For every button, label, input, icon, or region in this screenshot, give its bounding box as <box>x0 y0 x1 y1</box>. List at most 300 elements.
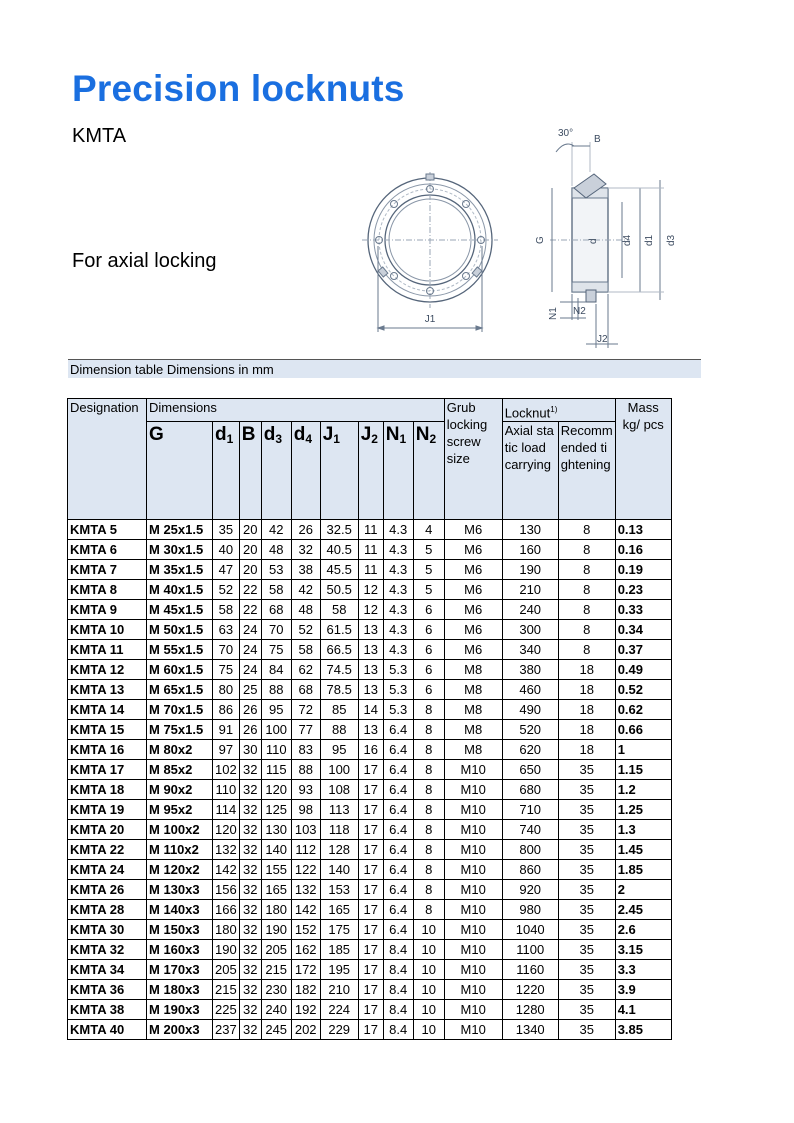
table-cell: 2 <box>615 880 671 900</box>
table-cell: 32 <box>239 760 261 780</box>
table-row <box>68 620 672 640</box>
table-cell: 650 <box>502 760 558 780</box>
table-cell: 85 <box>320 700 358 720</box>
table-cell: 113 <box>320 800 358 820</box>
table-cell: M 100x2 <box>147 820 213 840</box>
table-cell: 8 <box>413 880 444 900</box>
designation-cell: KMTA 14 <box>68 700 147 720</box>
table-cell: 8 <box>413 860 444 880</box>
table-row <box>68 820 672 840</box>
table-cell: 48 <box>291 600 320 620</box>
table-cell: 6.4 <box>383 900 413 920</box>
table-cell: 32 <box>239 960 261 980</box>
table-cell: 74.5 <box>320 660 358 680</box>
table-cell: 8 <box>558 640 615 660</box>
table-cell: 128 <box>320 840 358 860</box>
table-cell: 35 <box>558 800 615 820</box>
table-cell: M 25x1.5 <box>147 520 213 540</box>
table-cell: 1.15 <box>615 760 671 780</box>
table-cell: 47 <box>213 560 240 580</box>
table-cell: 24 <box>239 640 261 660</box>
table-cell: 62 <box>291 660 320 680</box>
table-cell: 11 <box>358 520 383 540</box>
table-cell: 6.4 <box>383 720 413 740</box>
label-d: d <box>588 238 599 244</box>
table-cell: 8 <box>413 740 444 760</box>
label-J1: J1 <box>424 314 436 325</box>
table-cell: 6.4 <box>383 800 413 820</box>
table-cell: 17 <box>358 880 383 900</box>
table-cell: 1.45 <box>615 840 671 860</box>
table-cell: M8 <box>444 700 502 720</box>
locknut-footnote: 1) <box>550 405 558 414</box>
table-cell: 52 <box>291 620 320 640</box>
designation-cell: KMTA 22 <box>68 840 147 860</box>
table-row <box>68 740 672 760</box>
table-cell: 4.3 <box>383 620 413 640</box>
table-cell: 210 <box>502 580 558 600</box>
table-cell: 32 <box>239 780 261 800</box>
designation-cell: KMTA 7 <box>68 560 147 580</box>
table-cell: 0.66 <box>615 720 671 740</box>
table-cell: 118 <box>320 820 358 840</box>
header-dimensions: Dimensions <box>147 399 445 422</box>
table-cell: 32 <box>291 540 320 560</box>
table-cell: 98 <box>291 800 320 820</box>
table-cell: 32 <box>239 1020 261 1040</box>
table-cell: 1100 <box>502 940 558 960</box>
table-cell: 6 <box>413 660 444 680</box>
table-cell: 8.4 <box>383 980 413 1000</box>
table-cell: 6 <box>413 600 444 620</box>
table-cell: M10 <box>444 940 502 960</box>
table-cell: 95 <box>320 740 358 760</box>
table-cell: 190 <box>261 920 291 940</box>
table-cell: M 120x2 <box>147 860 213 880</box>
table-cell: 8 <box>413 780 444 800</box>
table-cell: 490 <box>502 700 558 720</box>
table-cell: M10 <box>444 800 502 820</box>
table-cell: 215 <box>213 980 240 1000</box>
table-cell: 4.3 <box>383 640 413 660</box>
table-cell: 84 <box>261 660 291 680</box>
designation-cell: KMTA 34 <box>68 960 147 980</box>
table-cell: 8 <box>413 840 444 860</box>
table-cell: 58 <box>213 600 240 620</box>
table-row <box>68 720 672 740</box>
table-cell: 224 <box>320 1000 358 1020</box>
designation-cell: KMTA 9 <box>68 600 147 620</box>
table-cell: 180 <box>261 900 291 920</box>
table-cell: 980 <box>502 900 558 920</box>
table-cell: 16 <box>358 740 383 760</box>
table-cell: 83 <box>291 740 320 760</box>
table-row <box>68 920 672 940</box>
designation-cell: KMTA 20 <box>68 820 147 840</box>
table-cell: 102 <box>213 760 240 780</box>
table-cell: 0.52 <box>615 680 671 700</box>
table-cell: 162 <box>291 940 320 960</box>
table-cell: 50.5 <box>320 580 358 600</box>
table-cell: 3.85 <box>615 1020 671 1040</box>
label-G: G <box>535 236 546 244</box>
table-cell: 32.5 <box>320 520 358 540</box>
header-J1: $J_1$ <box>320 422 358 520</box>
table-cell: 1.2 <box>615 780 671 800</box>
table-cell: 4.3 <box>383 580 413 600</box>
label-d3: d3 <box>666 234 677 246</box>
table-cell: 63 <box>213 620 240 640</box>
table-caption: Dimension table Dimensions in mm <box>68 359 701 378</box>
table-row <box>68 780 672 800</box>
table-cell: M8 <box>444 660 502 680</box>
table-cell: 18 <box>558 700 615 720</box>
table-cell: 35 <box>558 860 615 880</box>
table-cell: 165 <box>261 880 291 900</box>
label-d1: d1 <box>644 234 655 246</box>
table-cell: 190 <box>502 560 558 580</box>
table-row <box>68 640 672 660</box>
table-cell: 53 <box>261 560 291 580</box>
table-cell: 100 <box>320 760 358 780</box>
table-cell: 215 <box>261 960 291 980</box>
table-cell: 52 <box>213 580 240 600</box>
table-cell: 32 <box>239 800 261 820</box>
table-cell: 1160 <box>502 960 558 980</box>
designation-cell: KMTA 11 <box>68 640 147 660</box>
table-cell: 115 <box>261 760 291 780</box>
table-cell: 210 <box>320 980 358 1000</box>
header-N2: $N_2$ <box>413 422 444 520</box>
table-cell: 91 <box>213 720 240 740</box>
table-cell: M10 <box>444 1000 502 1020</box>
table-cell: 1220 <box>502 980 558 1000</box>
table-cell: 920 <box>502 880 558 900</box>
table-cell: 25 <box>239 680 261 700</box>
designation-cell: KMTA 10 <box>68 620 147 640</box>
table-cell: 22 <box>239 600 261 620</box>
table-cell: 17 <box>358 800 383 820</box>
table-cell: M6 <box>444 520 502 540</box>
table-cell: M10 <box>444 880 502 900</box>
table-cell: 18 <box>558 740 615 760</box>
table-cell: 0.23 <box>615 580 671 600</box>
header-d3: $d_3$ <box>261 422 291 520</box>
table-cell: M8 <box>444 680 502 700</box>
table-cell: 0.37 <box>615 640 671 660</box>
table-cell: 32 <box>239 980 261 1000</box>
table-cell: M6 <box>444 640 502 660</box>
table-cell: 17 <box>358 940 383 960</box>
table-cell: 6.4 <box>383 920 413 940</box>
table-cell: 20 <box>239 540 261 560</box>
table-cell: 710 <box>502 800 558 820</box>
table-cell: 88 <box>261 680 291 700</box>
label-N2: N2 <box>573 306 586 317</box>
table-cell: M 85x2 <box>147 760 213 780</box>
table-cell: M 40x1.5 <box>147 580 213 600</box>
table-cell: 205 <box>261 940 291 960</box>
table-cell: M6 <box>444 600 502 620</box>
table-cell: 97 <box>213 740 240 760</box>
table-cell: 40.5 <box>320 540 358 560</box>
table-cell: 195 <box>320 960 358 980</box>
table-cell: M 180x3 <box>147 980 213 1000</box>
table-cell: 100 <box>261 720 291 740</box>
table-cell: M 60x1.5 <box>147 660 213 680</box>
table-cell: 4.3 <box>383 560 413 580</box>
table-cell: 17 <box>358 780 383 800</box>
table-cell: 35 <box>558 920 615 940</box>
table-cell: 58 <box>320 600 358 620</box>
designation-cell: KMTA 30 <box>68 920 147 940</box>
table-cell: M10 <box>444 840 502 860</box>
table-cell: 30 <box>239 740 261 760</box>
table-cell: 4 <box>413 520 444 540</box>
table-cell: 8 <box>413 760 444 780</box>
table-cell: 35 <box>558 960 615 980</box>
table-cell: 142 <box>291 900 320 920</box>
designation-cell: KMTA 19 <box>68 800 147 820</box>
table-cell: 190 <box>213 940 240 960</box>
table-cell: 230 <box>261 980 291 1000</box>
label-J2: J2 <box>597 334 608 345</box>
table-cell: 142 <box>213 860 240 880</box>
table-cell: 8 <box>413 900 444 920</box>
table-cell: 22 <box>239 580 261 600</box>
table-cell: M 190x3 <box>147 1000 213 1020</box>
table-cell: 860 <box>502 860 558 880</box>
table-cell: 6 <box>413 680 444 700</box>
table-cell: 1040 <box>502 920 558 940</box>
table-cell: 35 <box>213 520 240 540</box>
table-cell: 5 <box>413 560 444 580</box>
table-cell: 24 <box>239 660 261 680</box>
header-mass: Mass kg/ pcs <box>615 399 671 520</box>
table-cell: 180 <box>213 920 240 940</box>
table-cell: 0.13 <box>615 520 671 540</box>
table-cell: 75 <box>213 660 240 680</box>
table-cell: 2.45 <box>615 900 671 920</box>
table-cell: 10 <box>413 920 444 940</box>
table-cell: 160 <box>502 540 558 560</box>
table-cell: 110 <box>261 740 291 760</box>
table-cell: 5 <box>413 540 444 560</box>
table-row <box>68 1000 672 1020</box>
table-row <box>68 580 672 600</box>
table-cell: 8 <box>413 820 444 840</box>
table-cell: 0.19 <box>615 560 671 580</box>
header-B: B <box>239 422 261 520</box>
table-cell: 0.49 <box>615 660 671 680</box>
designation-cell: KMTA 6 <box>68 540 147 560</box>
table-cell: 6 <box>413 620 444 640</box>
table-cell: 32 <box>239 920 261 940</box>
header-grub: Grub locking screw size <box>444 399 502 520</box>
front-view <box>362 172 498 332</box>
table-row <box>68 520 672 540</box>
designation-cell: KMTA 17 <box>68 760 147 780</box>
table-cell: 10 <box>413 1000 444 1020</box>
table-cell: M8 <box>444 740 502 760</box>
table-cell: M8 <box>444 720 502 740</box>
table-cell: M6 <box>444 580 502 600</box>
table-cell: 17 <box>358 840 383 860</box>
dimension-table <box>67 398 672 1040</box>
table-cell: 620 <box>502 740 558 760</box>
table-cell: 35 <box>558 1020 615 1040</box>
table-cell: 800 <box>502 840 558 860</box>
table-cell: 6.4 <box>383 820 413 840</box>
table-cell: M 90x2 <box>147 780 213 800</box>
header-J2: $J_2$ <box>358 422 383 520</box>
table-cell: 13 <box>358 620 383 640</box>
table-cell: 8 <box>558 620 615 640</box>
table-cell: 11 <box>358 540 383 560</box>
table-row <box>68 660 672 680</box>
table-cell: 172 <box>291 960 320 980</box>
table-cell: 240 <box>261 1000 291 1020</box>
header-G: G <box>147 422 213 520</box>
table-row <box>68 540 672 560</box>
header-designation: Designation <box>68 399 147 520</box>
table-cell: 17 <box>358 760 383 780</box>
table-cell: 380 <box>502 660 558 680</box>
table-cell: M10 <box>444 760 502 780</box>
table-cell: 18 <box>558 660 615 680</box>
table-cell: 8 <box>558 580 615 600</box>
table-cell: 4.3 <box>383 540 413 560</box>
table-row <box>68 600 672 620</box>
table-cell: 3.3 <box>615 960 671 980</box>
table-cell: M 150x3 <box>147 920 213 940</box>
table-cell: 18 <box>558 720 615 740</box>
table-cell: 35 <box>558 780 615 800</box>
table-cell: M10 <box>444 980 502 1000</box>
table-cell: 130 <box>261 820 291 840</box>
table-cell: M6 <box>444 620 502 640</box>
table-cell: 110 <box>213 780 240 800</box>
label-B: B <box>594 134 601 145</box>
table-cell: 35 <box>558 1000 615 1020</box>
header-N1: $N_1$ <box>383 422 413 520</box>
table-cell: 3.15 <box>615 940 671 960</box>
table-cell: 114 <box>213 800 240 820</box>
table-cell: 8 <box>413 800 444 820</box>
table-cell: 20 <box>239 560 261 580</box>
series-name: KMTA <box>72 125 127 147</box>
table-cell: M 170x3 <box>147 960 213 980</box>
table-cell: 165 <box>320 900 358 920</box>
designation-cell: KMTA 18 <box>68 780 147 800</box>
table-cell: 132 <box>213 840 240 860</box>
table-cell: 17 <box>358 960 383 980</box>
table-cell: 4.3 <box>383 600 413 620</box>
table-cell: 26 <box>239 700 261 720</box>
table-cell: 77 <box>291 720 320 740</box>
table-cell: 8 <box>413 720 444 740</box>
table-cell: M10 <box>444 920 502 940</box>
table-cell: 78.5 <box>320 680 358 700</box>
table-cell: 140 <box>320 860 358 880</box>
table-cell: M 200x3 <box>147 1020 213 1040</box>
table-cell: M 95x2 <box>147 800 213 820</box>
table-cell: 75 <box>261 640 291 660</box>
table-cell: 185 <box>320 940 358 960</box>
table-cell: 17 <box>358 860 383 880</box>
table-cell: 6.4 <box>383 880 413 900</box>
designation-cell: KMTA 15 <box>68 720 147 740</box>
table-cell: M10 <box>444 1020 502 1040</box>
designation-cell: KMTA 38 <box>68 1000 147 1020</box>
table-cell: 120 <box>213 820 240 840</box>
table-cell: 5.3 <box>383 660 413 680</box>
table-cell: 237 <box>213 1020 240 1040</box>
table-cell: 8 <box>558 600 615 620</box>
table-cell: 26 <box>239 720 261 740</box>
table-cell: 70 <box>213 640 240 660</box>
table-cell: 45.5 <box>320 560 358 580</box>
table-cell: 6 <box>413 640 444 660</box>
table-cell: 48 <box>261 540 291 560</box>
table-cell: 32 <box>239 900 261 920</box>
designation-cell: KMTA 8 <box>68 580 147 600</box>
table-cell: M 65x1.5 <box>147 680 213 700</box>
table-cell: 17 <box>358 980 383 1000</box>
table-cell: 5 <box>413 580 444 600</box>
table-cell: 2.6 <box>615 920 671 940</box>
table-cell: 740 <box>502 820 558 840</box>
table-cell: 1280 <box>502 1000 558 1020</box>
table-cell: 0.16 <box>615 540 671 560</box>
table-cell: 125 <box>261 800 291 820</box>
table-cell: M6 <box>444 540 502 560</box>
table-cell: M 70x1.5 <box>147 700 213 720</box>
designation-cell: KMTA 12 <box>68 660 147 680</box>
table-cell: 32 <box>239 940 261 960</box>
table-cell: 68 <box>261 600 291 620</box>
table-cell: 11 <box>358 560 383 580</box>
table-cell: 8.4 <box>383 1020 413 1040</box>
table-cell: 42 <box>261 520 291 540</box>
table-cell: 8 <box>558 560 615 580</box>
table-cell: 5.3 <box>383 700 413 720</box>
table-cell: 17 <box>358 1000 383 1020</box>
table-cell: M 130x3 <box>147 880 213 900</box>
table-cell: 0.34 <box>615 620 671 640</box>
table-cell: 300 <box>502 620 558 640</box>
table-cell: M 140x3 <box>147 900 213 920</box>
table-cell: 35 <box>558 880 615 900</box>
table-cell: 166 <box>213 900 240 920</box>
table-cell: 8 <box>413 700 444 720</box>
table-row <box>68 840 672 860</box>
table-cell: 153 <box>320 880 358 900</box>
table-row <box>68 560 672 580</box>
table-cell: M10 <box>444 900 502 920</box>
table-cell: 10 <box>413 1020 444 1040</box>
header-d4: $d_4$ <box>291 422 320 520</box>
table-cell: 0.62 <box>615 700 671 720</box>
table-cell: 8.4 <box>383 940 413 960</box>
designation-cell: KMTA 24 <box>68 860 147 880</box>
table-cell: 13 <box>358 680 383 700</box>
table-cell: 112 <box>291 840 320 860</box>
table-cell: 18 <box>558 680 615 700</box>
table-row <box>68 860 672 880</box>
table-cell: 10 <box>413 940 444 960</box>
table-cell: 205 <box>213 960 240 980</box>
